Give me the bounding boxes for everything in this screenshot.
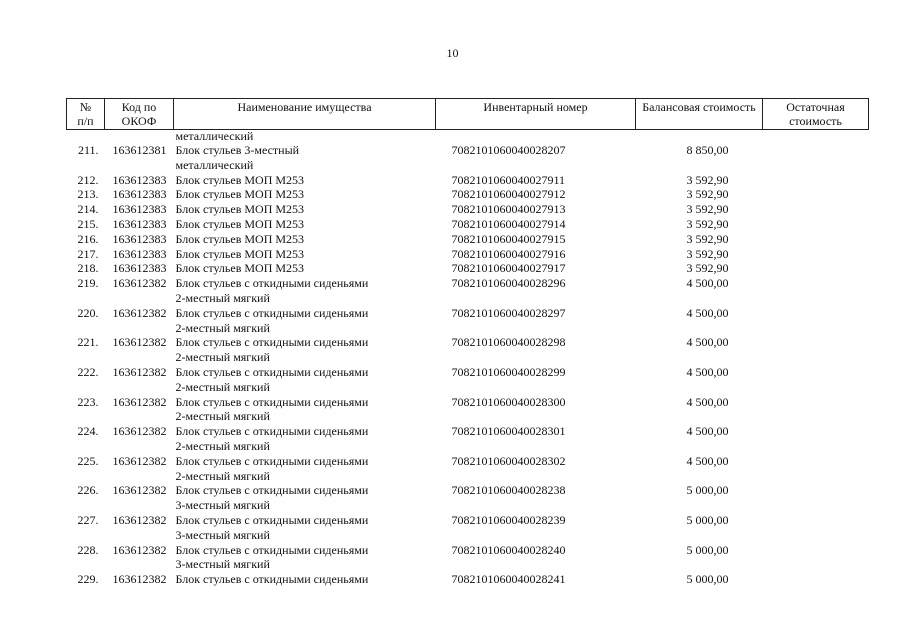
row-number: 219. bbox=[77, 276, 99, 291]
table-row bbox=[67, 483, 869, 513]
row-number: 225. bbox=[77, 453, 99, 468]
table-header bbox=[67, 99, 869, 130]
balance-value: 4 500,00 bbox=[686, 364, 729, 379]
row-number: 211. bbox=[77, 143, 99, 157]
table-row bbox=[67, 173, 869, 188]
balance-value: 4 500,00 bbox=[686, 453, 729, 468]
balance-value: 3 592,90 bbox=[686, 202, 729, 217]
row-number: 220. bbox=[77, 305, 99, 320]
balance-value: 3 592,90 bbox=[686, 261, 729, 276]
inventory-number: 7082101060040027914 bbox=[451, 216, 566, 231]
residual-value bbox=[763, 217, 869, 232]
header-property-name: Наименование имущества bbox=[174, 99, 436, 130]
balance-value: 5 000,00 bbox=[686, 542, 729, 557]
okof-code: 163612382 bbox=[112, 424, 167, 439]
residual-value bbox=[763, 335, 869, 365]
row-number: 216. bbox=[77, 231, 99, 246]
table-row bbox=[67, 202, 869, 217]
row-number: 226. bbox=[77, 483, 99, 498]
property-name: Блок стульев МОП М253 bbox=[175, 187, 305, 202]
balance-value: 8 850,00 bbox=[686, 143, 729, 157]
table-row bbox=[67, 572, 869, 587]
okof-code: 163612382 bbox=[112, 542, 167, 557]
property-name: Блок стульев МОП М253 bbox=[175, 172, 305, 187]
balance-value: 3 592,90 bbox=[686, 246, 729, 261]
residual-value bbox=[763, 543, 869, 573]
residual-value bbox=[763, 276, 869, 306]
balance-value: 3 592,90 bbox=[686, 172, 729, 187]
inventory-number: 7082101060040028302 bbox=[451, 453, 566, 468]
residual-value bbox=[763, 424, 869, 454]
table-row bbox=[67, 187, 869, 202]
table-row bbox=[67, 543, 869, 573]
inventory-number: 7082101060040028298 bbox=[451, 335, 566, 350]
balance-value: 5 000,00 bbox=[686, 572, 729, 587]
okof-code: 163612383 bbox=[112, 216, 167, 231]
balance-value: 5 000,00 bbox=[686, 512, 729, 527]
okof-code: 163612382 bbox=[112, 305, 167, 320]
row-number: 227. bbox=[77, 512, 99, 527]
table-row bbox=[67, 232, 869, 247]
row-number: 224. bbox=[77, 424, 99, 439]
inventory-number: 7082101060040028297 bbox=[451, 305, 566, 320]
residual-value bbox=[763, 261, 869, 276]
table-row bbox=[67, 395, 869, 425]
balance-value: 4 500,00 bbox=[686, 276, 729, 291]
inventory-number: 7082101060040027912 bbox=[451, 187, 566, 202]
balance-value: 3 592,90 bbox=[686, 216, 729, 231]
property-name: Блок стульев с откидными сиденьями 2-местный мягкий bbox=[175, 364, 369, 394]
row-number: 212. bbox=[77, 172, 99, 187]
header-residual-value: Остаточная стоимость bbox=[763, 99, 869, 130]
property-name: Блок стульев МОП М253 bbox=[175, 202, 305, 217]
okof-code: 163612381 bbox=[112, 143, 167, 157]
table-row bbox=[67, 143, 869, 173]
balance-value: 4 500,00 bbox=[686, 335, 729, 350]
row-number: 213. bbox=[77, 187, 99, 202]
row-number: 214. bbox=[77, 202, 99, 217]
inventory-number: 7082101060040028239 bbox=[451, 512, 566, 527]
table-row bbox=[67, 306, 869, 336]
okof-code: 163612383 bbox=[112, 172, 167, 187]
header-balance-value: Балансовая стоимость bbox=[636, 99, 763, 130]
inventory-number: 7082101060040027913 bbox=[451, 202, 566, 217]
okof-code: 163612382 bbox=[112, 394, 167, 409]
okof-code: 163612382 bbox=[112, 572, 167, 587]
residual-value bbox=[763, 454, 869, 484]
page-number: 10 bbox=[446, 46, 459, 60]
balance-value: 5 000,00 bbox=[686, 483, 729, 498]
property-name: Блок стульев 3-местный металлический bbox=[175, 143, 300, 172]
okof-code: 163612382 bbox=[112, 483, 167, 498]
table-row bbox=[67, 513, 869, 543]
residual-value bbox=[763, 365, 869, 395]
residual-value bbox=[763, 173, 869, 188]
continuation-row bbox=[67, 130, 869, 144]
property-name: Блок стульев МОП М253 bbox=[175, 216, 305, 231]
property-name: Блок стульев с откидными сиденьями 3-местный мягкий bbox=[175, 542, 369, 572]
property-name: Блок стульев МОП М253 bbox=[175, 246, 305, 261]
okof-code: 163612382 bbox=[112, 335, 167, 350]
continuation-text: металлический bbox=[175, 129, 254, 143]
okof-code: 163612383 bbox=[112, 187, 167, 202]
inventory-number: 7082101060040027916 bbox=[451, 246, 566, 261]
header-okof-code: Код по ОКОФ bbox=[105, 99, 174, 130]
property-name: Блок стульев МОП М253 bbox=[175, 231, 305, 246]
property-name: Блок стульев с откидными сиденьями 3-местный мягкий bbox=[175, 512, 369, 542]
property-name: Блок стульев с откидными сиденьями bbox=[175, 572, 369, 587]
table-row bbox=[67, 454, 869, 484]
residual-value bbox=[763, 202, 869, 217]
okof-code: 163612383 bbox=[112, 231, 167, 246]
inventory-number: 7082101060040028296 bbox=[451, 276, 566, 291]
property-name: Блок стульев с откидными сиденьями 3-местный мягкий bbox=[175, 483, 369, 513]
inventory-number: 7082101060040028299 bbox=[451, 364, 566, 379]
okof-code: 163612382 bbox=[112, 276, 167, 291]
inventory-number: 7082101060040027911 bbox=[451, 172, 566, 187]
inventory-number: 7082101060040028240 bbox=[451, 542, 566, 557]
table-row bbox=[67, 217, 869, 232]
property-name: Блок стульев с откидными сиденьями 2-местный мягкий bbox=[175, 394, 369, 424]
table-row bbox=[67, 424, 869, 454]
row-number: 223. bbox=[77, 394, 99, 409]
okof-code: 163612383 bbox=[112, 202, 167, 217]
balance-value: 4 500,00 bbox=[686, 305, 729, 320]
header-num: № п/п bbox=[67, 99, 105, 130]
okof-code: 163612382 bbox=[112, 512, 167, 527]
inventory-number: 7082101060040028207 bbox=[451, 143, 566, 157]
row-number: 218. bbox=[77, 261, 99, 276]
inventory-number: 7082101060040028300 bbox=[451, 394, 566, 409]
inventory-number: 7082101060040028238 bbox=[451, 483, 566, 498]
residual-value bbox=[763, 143, 869, 173]
table-row bbox=[67, 335, 869, 365]
property-table bbox=[66, 98, 869, 587]
row-number: 222. bbox=[77, 364, 99, 379]
header-inventory-number: Инвентарный номер bbox=[436, 99, 636, 130]
row-number: 229. bbox=[77, 572, 99, 587]
residual-value bbox=[763, 483, 869, 513]
okof-code: 163612383 bbox=[112, 246, 167, 261]
residual-value bbox=[763, 247, 869, 262]
residual-value bbox=[763, 513, 869, 543]
okof-code: 163612382 bbox=[112, 364, 167, 379]
property-name: Блок стульев с откидными сиденьями 2-местный мягкий bbox=[175, 424, 369, 453]
residual-value bbox=[763, 306, 869, 336]
balance-value: 3 592,90 bbox=[686, 231, 729, 246]
table-row bbox=[67, 247, 869, 262]
inventory-number: 7082101060040027915 bbox=[451, 231, 566, 246]
residual-value bbox=[763, 232, 869, 247]
property-name: Блок стульев с откидными сиденьями 2-местный мягкий bbox=[175, 453, 369, 483]
row-number: 221. bbox=[77, 335, 99, 350]
residual-value bbox=[763, 187, 869, 202]
inventory-number: 7082101060040028301 bbox=[451, 424, 566, 439]
table-body bbox=[67, 130, 869, 587]
inventory-number: 7082101060040028241 bbox=[451, 572, 566, 587]
row-number: 217. bbox=[77, 246, 99, 261]
property-name: Блок стульев с откидными сиденьями 2-местный мягкий bbox=[175, 305, 369, 335]
residual-value bbox=[763, 395, 869, 425]
property-name: Блок стульев с откидными сиденьями 2-местный мягкий bbox=[175, 276, 369, 305]
table-row bbox=[67, 276, 869, 306]
balance-value: 4 500,00 bbox=[686, 394, 729, 409]
property-name: Блок стульев МОП М253 bbox=[175, 261, 305, 276]
table-row bbox=[67, 261, 869, 276]
row-number: 228. bbox=[77, 542, 99, 557]
okof-code: 163612382 bbox=[112, 453, 167, 468]
balance-value: 3 592,90 bbox=[686, 187, 729, 202]
balance-value: 4 500,00 bbox=[686, 424, 729, 439]
property-name: Блок стульев с откидными сиденьями 2-местный мягкий bbox=[175, 335, 369, 365]
table-row bbox=[67, 365, 869, 395]
okof-code: 163612383 bbox=[112, 261, 167, 276]
row-number: 215. bbox=[77, 216, 99, 231]
inventory-number: 7082101060040027917 bbox=[451, 261, 566, 276]
residual-value bbox=[763, 572, 869, 587]
